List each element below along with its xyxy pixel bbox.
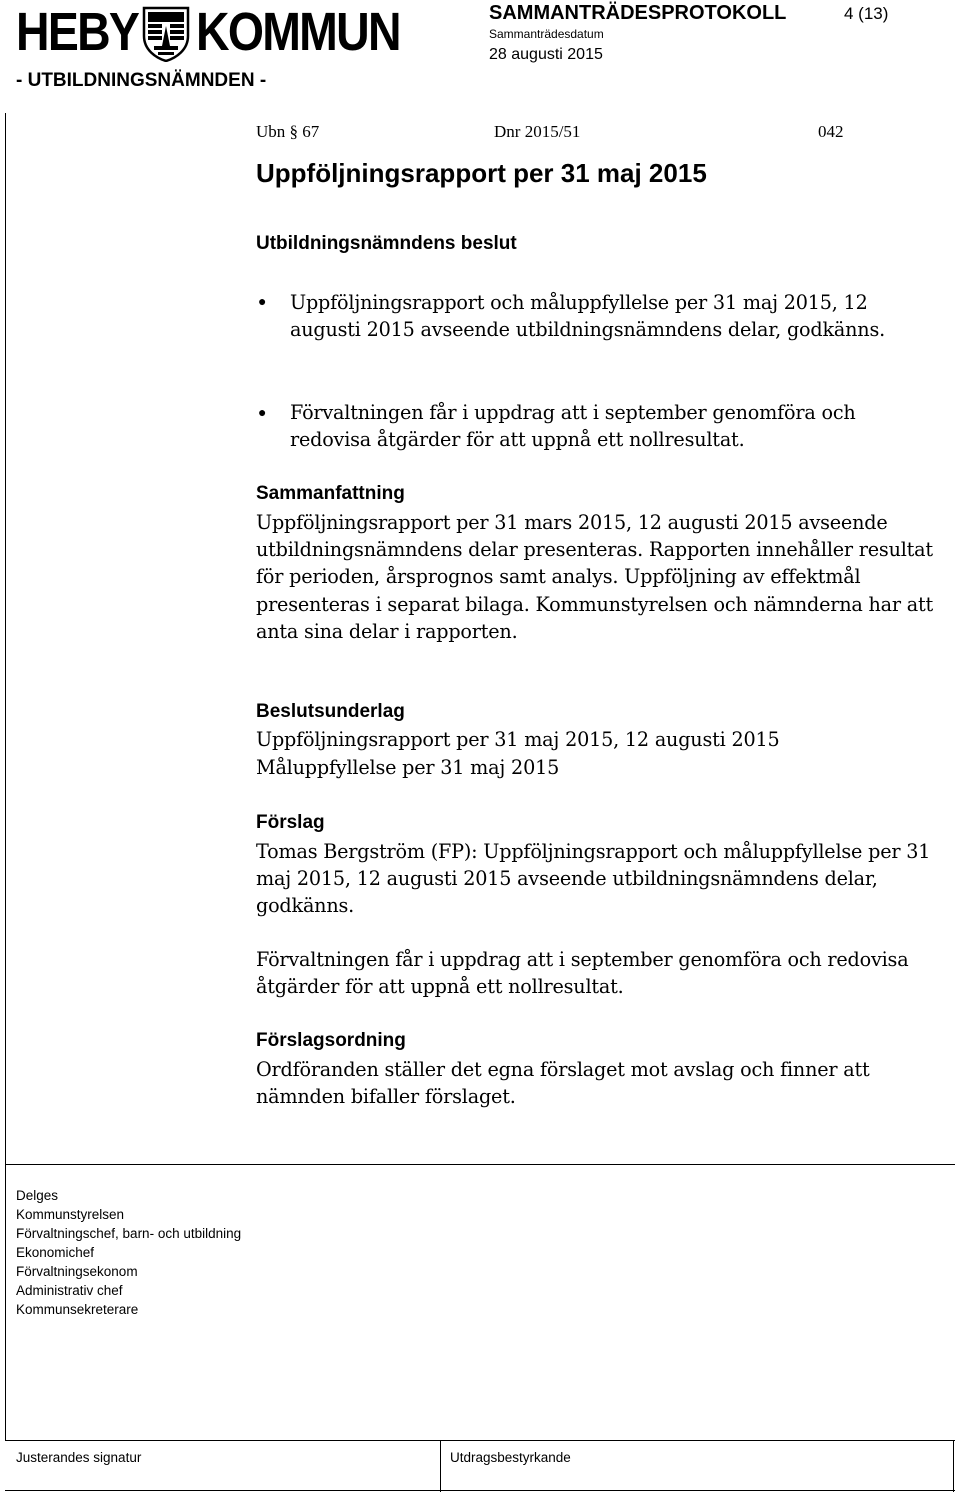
basis-line-1: Uppföljningsrapport per 31 maj 2015, 12 augusti 2015 — [256, 728, 780, 751]
date-label: Sammanträdesdatum — [489, 27, 604, 41]
recipient: Ekonomichef — [16, 1245, 95, 1260]
crest-icon — [140, 6, 192, 62]
signature-separator — [440, 1440, 441, 1492]
distribution-heading: Delges — [16, 1188, 59, 1203]
summary-text: Uppföljningsrapport per 31 mars 2015, 12 augusti 2015 avseende utbildningsnämndens delar presenteras. Rapporten innehåller resultat för perioden, årsprognos samt analys. Uppföljning av effektmål presenteras i separat bilaga. Kommunstyrelsen och nämnderna har att anta sina delar i rapporten. — [256, 511, 934, 643]
recipient: Förvaltningschef, barn- och utbildning — [16, 1226, 242, 1241]
certification-label: Utdragsbestyrkande — [450, 1450, 571, 1465]
case-ubn: Ubn § 67 — [256, 122, 320, 141]
bottom-border — [5, 1490, 955, 1491]
recipient: Förvaltningsekonom — [16, 1264, 138, 1279]
case-dnr: Dnr 2015/51 — [494, 122, 581, 141]
basis-heading: Beslutsunderlag — [256, 701, 405, 722]
signature-divider — [5, 1440, 955, 1441]
page-number: 4 (13) — [844, 4, 889, 23]
bullet-icon: ● — [258, 404, 267, 420]
order-text: Ordföranden ställer det egna förslaget mot avslag och finner att nämnden bifaller förslaget. — [256, 1058, 870, 1109]
logo-kommun: KOMMUN — [196, 2, 400, 62]
recipient: Administrativ chef — [16, 1283, 123, 1298]
order-heading: Förslagsordning — [256, 1030, 406, 1051]
proposal-heading: Förslag — [256, 812, 325, 833]
signature-label: Justerandes signatur — [16, 1450, 142, 1465]
signature-right-border — [953, 1440, 954, 1492]
footer-divider — [5, 1164, 955, 1165]
decision-heading: Utbildningsnämndens beslut — [256, 233, 517, 254]
case-code: 042 — [818, 122, 844, 141]
meeting-date: 28 augusti 2015 — [489, 46, 603, 63]
page-title: Uppföljningsrapport per 31 maj 2015 — [256, 158, 707, 188]
proposal-text-1: Tomas Bergström (FP): Uppföljningsrapport och måluppfyllelse per 31 maj 2015, 12 augusti 2015 avseende utbildningsnämndens delar, godkänns. — [256, 840, 931, 918]
recipient: Kommunsekreterare — [16, 1302, 139, 1317]
committee-name: - UTBILDNINGSNÄMNDEN - — [16, 70, 267, 91]
proposal-text-2: Förvaltningen får i uppdrag att i september genomföra och redovisa åtgärder för att uppnå ett nollresultat. — [256, 948, 909, 999]
basis-line-2: Måluppfyllelse per 31 maj 2015 — [256, 756, 560, 779]
protocol-title: SAMMANTRÄDESPROTOKOLL — [489, 2, 787, 24]
bullet-icon: ● — [258, 293, 267, 309]
decision-bullet-2: Förvaltningen får i uppdrag att i september genomföra och redovisa åtgärder för att uppnå ett nollresultat. — [290, 401, 856, 451]
decision-bullet-1: Uppföljningsrapport och måluppfyllelse per 31 maj 2015, 12 augusti 2015 avseende utbildningsnämndens delar, godkänns. — [290, 291, 885, 341]
recipient: Kommunstyrelsen — [16, 1207, 125, 1222]
distribution-list — [16, 1186, 241, 1319]
left-margin-line — [5, 113, 6, 1440]
summary-heading: Sammanfattning — [256, 483, 405, 504]
logo-heby: HEBY — [16, 2, 139, 62]
